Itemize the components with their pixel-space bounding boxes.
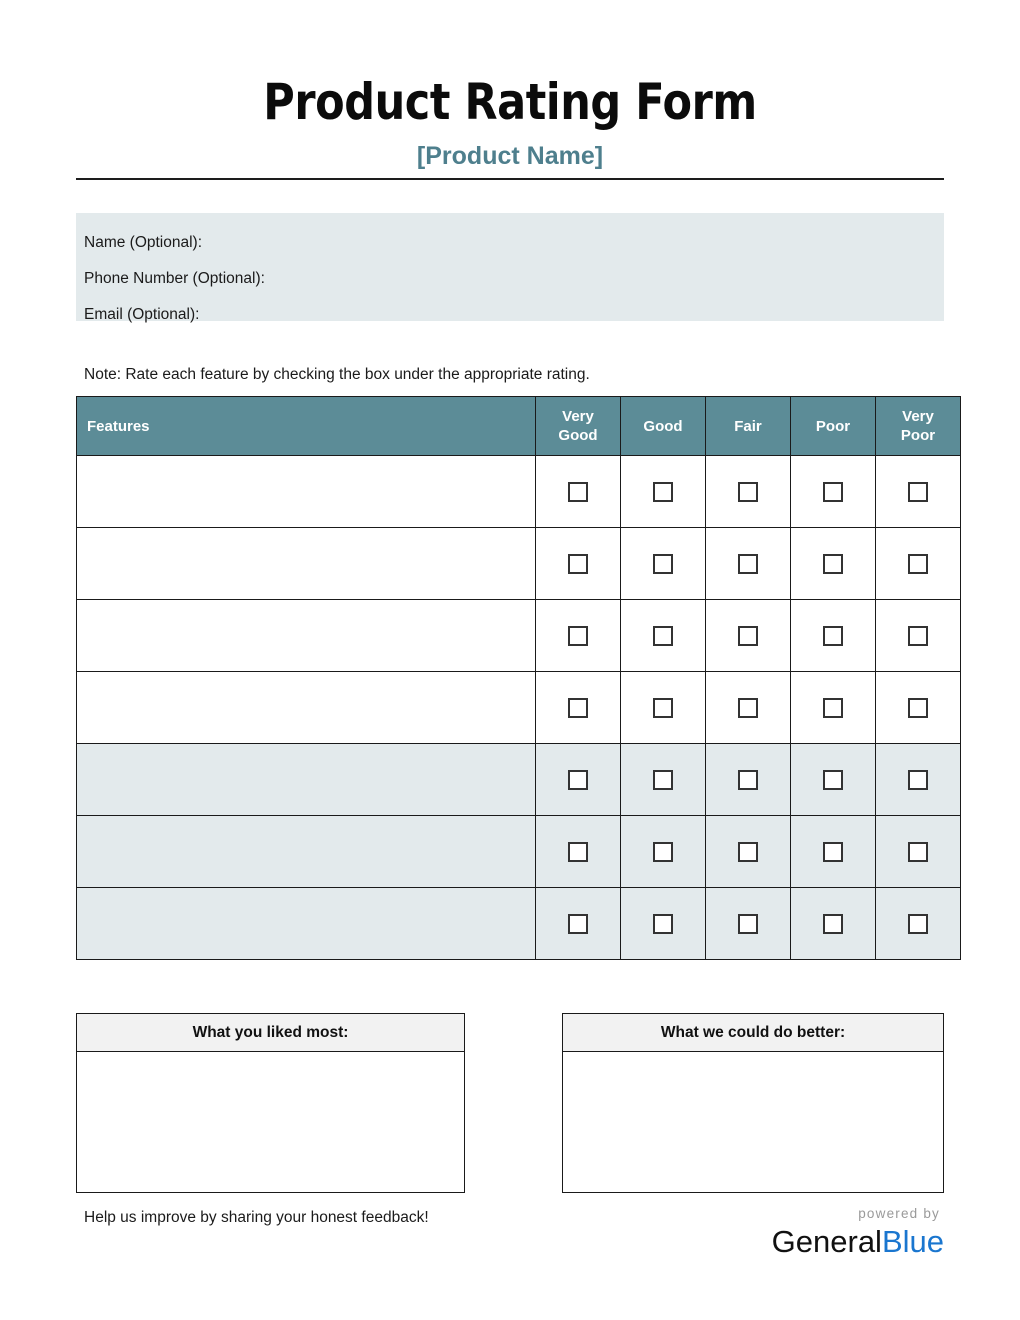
column-header-very-good-line1: Very xyxy=(562,408,594,425)
column-header-very-poor xyxy=(876,397,961,456)
do-better-title: What we could do better: xyxy=(563,1014,943,1052)
table-row xyxy=(77,888,961,960)
table-row xyxy=(77,528,961,600)
checkbox-icon[interactable] xyxy=(653,482,673,502)
rating-cell[interactable] xyxy=(791,744,876,816)
column-header-fair: Fair xyxy=(706,397,791,456)
liked-most-box xyxy=(76,1013,465,1193)
checkbox-icon[interactable] xyxy=(823,698,843,718)
rating-cell[interactable] xyxy=(791,600,876,672)
brand-logo xyxy=(684,1205,944,1261)
column-header-very-poor-line1: Very xyxy=(902,408,934,425)
feature-input-cell[interactable] xyxy=(77,456,536,528)
rating-cell[interactable] xyxy=(536,888,621,960)
column-header-very-good xyxy=(536,397,621,456)
rating-cell[interactable] xyxy=(791,816,876,888)
checkbox-icon[interactable] xyxy=(823,770,843,790)
checkbox-icon[interactable] xyxy=(653,842,673,862)
rating-cell[interactable] xyxy=(876,744,961,816)
checkbox-icon[interactable] xyxy=(653,914,673,934)
rating-cell[interactable] xyxy=(791,888,876,960)
rating-table-header xyxy=(77,397,961,456)
rating-cell[interactable] xyxy=(536,600,621,672)
rating-cell[interactable] xyxy=(621,672,706,744)
checkbox-icon[interactable] xyxy=(738,554,758,574)
column-header-poor: Poor xyxy=(791,397,876,456)
checkbox-icon[interactable] xyxy=(908,626,928,646)
column-header-good: Good xyxy=(621,397,706,456)
rating-cell[interactable] xyxy=(706,672,791,744)
checkbox-icon[interactable] xyxy=(653,770,673,790)
checkbox-icon[interactable] xyxy=(568,554,588,574)
column-header-very-poor-line2: Poor xyxy=(900,427,936,444)
table-header-row xyxy=(77,397,961,456)
table-row xyxy=(77,672,961,744)
checkbox-icon[interactable] xyxy=(908,554,928,574)
rating-cell[interactable] xyxy=(791,672,876,744)
checkbox-icon[interactable] xyxy=(568,770,588,790)
checkbox-icon[interactable] xyxy=(738,914,758,934)
rating-cell[interactable] xyxy=(536,528,621,600)
instructions-note: Note: Rate each feature by checking the box under the appropriate rating. xyxy=(84,366,590,383)
column-header-very-good-line2: Good xyxy=(558,427,598,444)
rating-cell[interactable] xyxy=(876,888,961,960)
checkbox-icon[interactable] xyxy=(908,698,928,718)
rating-cell[interactable] xyxy=(536,456,621,528)
feature-input-cell[interactable] xyxy=(77,888,536,960)
name-field-label[interactable]: Name (Optional): xyxy=(84,234,203,251)
rating-cell[interactable] xyxy=(706,816,791,888)
rating-cell[interactable] xyxy=(876,528,961,600)
do-better-input[interactable] xyxy=(563,1052,943,1192)
rating-cell[interactable] xyxy=(791,456,876,528)
checkbox-icon[interactable] xyxy=(908,914,928,934)
feature-input-cell[interactable] xyxy=(77,600,536,672)
checkbox-icon[interactable] xyxy=(908,770,928,790)
rating-cell[interactable] xyxy=(876,456,961,528)
rating-cell[interactable] xyxy=(536,672,621,744)
rating-cell[interactable] xyxy=(621,888,706,960)
checkbox-icon[interactable] xyxy=(823,482,843,502)
checkbox-icon[interactable] xyxy=(653,698,673,718)
feature-input-cell[interactable] xyxy=(77,744,536,816)
checkbox-icon[interactable] xyxy=(823,842,843,862)
rating-table-body xyxy=(77,456,961,960)
checkbox-icon[interactable] xyxy=(568,698,588,718)
rating-cell[interactable] xyxy=(621,528,706,600)
rating-cell[interactable] xyxy=(706,888,791,960)
feature-input-cell[interactable] xyxy=(77,528,536,600)
product-name-subtitle: [Product Name] xyxy=(416,142,604,170)
liked-most-input[interactable] xyxy=(77,1052,464,1192)
checkbox-icon[interactable] xyxy=(738,626,758,646)
checkbox-icon[interactable] xyxy=(568,842,588,862)
rating-cell[interactable] xyxy=(876,816,961,888)
do-better-box xyxy=(562,1013,944,1193)
table-row xyxy=(77,816,961,888)
contact-info-panel xyxy=(76,213,944,321)
checkbox-icon[interactable] xyxy=(568,626,588,646)
checkbox-icon[interactable] xyxy=(738,842,758,862)
rating-cell[interactable] xyxy=(706,744,791,816)
rating-cell[interactable] xyxy=(621,744,706,816)
rating-cell[interactable] xyxy=(621,600,706,672)
table-row xyxy=(77,456,961,528)
checkbox-icon[interactable] xyxy=(908,842,928,862)
checkbox-icon[interactable] xyxy=(908,482,928,502)
brand-name-general: General xyxy=(771,1224,882,1259)
rating-table xyxy=(76,396,961,960)
phone-field-label[interactable]: Phone Number (Optional): xyxy=(84,270,265,287)
checkbox-icon[interactable] xyxy=(653,626,673,646)
header-divider xyxy=(76,178,944,180)
checkbox-icon[interactable] xyxy=(568,914,588,934)
rating-cell[interactable] xyxy=(876,600,961,672)
brand-name xyxy=(684,1223,944,1261)
rating-cell[interactable] xyxy=(621,456,706,528)
checkbox-icon[interactable] xyxy=(653,554,673,574)
feature-input-cell[interactable] xyxy=(77,672,536,744)
column-header-features: Features xyxy=(77,397,536,456)
email-field-label[interactable]: Email (Optional): xyxy=(84,306,200,323)
checkbox-icon[interactable] xyxy=(823,554,843,574)
rating-cell[interactable] xyxy=(621,816,706,888)
checkbox-icon[interactable] xyxy=(738,770,758,790)
feature-input-cell[interactable] xyxy=(77,816,536,888)
rating-cell[interactable] xyxy=(706,600,791,672)
rating-cell[interactable] xyxy=(706,528,791,600)
brand-name-blue: Blue xyxy=(881,1224,944,1259)
table-row xyxy=(77,744,961,816)
rating-cell[interactable] xyxy=(876,672,961,744)
checkbox-icon[interactable] xyxy=(738,698,758,718)
checkbox-icon[interactable] xyxy=(823,626,843,646)
checkbox-icon[interactable] xyxy=(823,914,843,934)
checkbox-icon[interactable] xyxy=(568,482,588,502)
rating-cell[interactable] xyxy=(536,744,621,816)
page-title: Product Rating Form xyxy=(263,73,757,131)
table-row xyxy=(77,600,961,672)
rating-cell[interactable] xyxy=(536,816,621,888)
liked-most-title: What you liked most: xyxy=(77,1014,464,1052)
footer-note: Help us improve by sharing your honest feedback! xyxy=(84,1209,429,1226)
checkbox-icon[interactable] xyxy=(738,482,758,502)
brand-powered-by: powered by xyxy=(858,1206,940,1221)
rating-cell[interactable] xyxy=(706,456,791,528)
rating-cell[interactable] xyxy=(791,528,876,600)
